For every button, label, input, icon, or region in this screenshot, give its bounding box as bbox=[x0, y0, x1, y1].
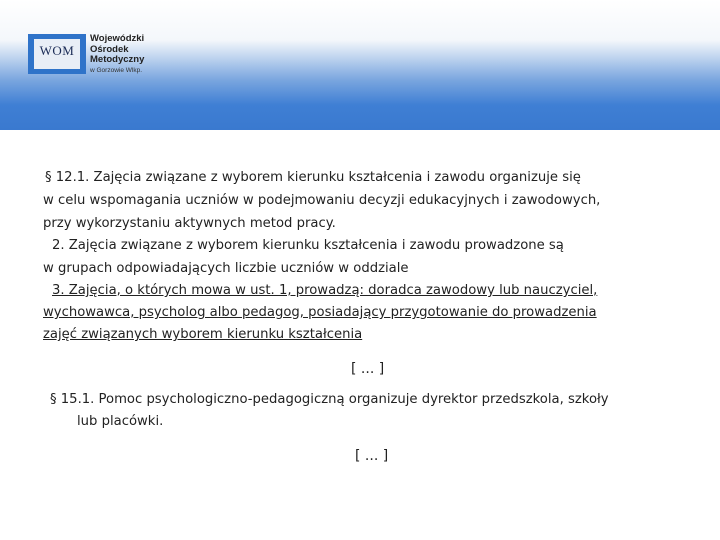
paragraph-12-3-line-3: zajęć związanych wyborem kierunku kształcenia bbox=[43, 327, 363, 342]
paragraph-12-3-line-2: wychowawca, psycholog albo pedagog, posiadający przygotowanie do prowadzenia bbox=[43, 305, 597, 320]
wom-logo bbox=[28, 34, 158, 78]
paragraph-12-1-line-2: w celu wspomagania uczniów w podejmowaniu decyzji edukacyjnych i zawodowych, bbox=[43, 193, 601, 208]
paragraph-12-1-line-1: § 12.1. Zajęcia związane z wyborem kierunku kształcenia i zawodu organizuje się bbox=[45, 170, 581, 185]
omission-marker-1: [ ... ] bbox=[351, 361, 385, 377]
logo-line-4: w Gorzowie Wlkp. bbox=[90, 66, 143, 74]
header-banner bbox=[0, 0, 720, 130]
omission-marker-2: [ ... ] bbox=[355, 448, 389, 464]
paragraph-12-3-line-1: 3. Zajęcia, o których mowa w ust. 1, prowadzą: doradca zawodowy lub nauczyciel, bbox=[52, 283, 598, 298]
logo-mark-text: WOM bbox=[39, 43, 75, 58]
logo-name bbox=[90, 34, 162, 76]
logo-line-1: Wojewódzki bbox=[90, 33, 145, 44]
logo-line-2: Ośrodek bbox=[90, 43, 129, 55]
paragraph-15-1-line-2: lub placówki. bbox=[77, 414, 164, 429]
paragraph-12-2-line-2: w grupach odpowiadających liczbie uczniów w oddziale bbox=[43, 261, 409, 276]
paragraph-12-2-line-1: 2. Zajęcia związane z wyborem kierunku kształcenia i zawodu prowadzone są bbox=[52, 238, 564, 253]
logo-line-3: Metodyczny bbox=[90, 54, 145, 65]
paragraph-15-1-line-1: § 15.1. Pomoc psychologiczno-pedagogiczną organizuje dyrektor przedszkola, szkoły bbox=[50, 392, 609, 407]
paragraph-12-1-line-3: przy wykorzystaniu aktywnych metod pracy. bbox=[43, 216, 336, 231]
logo-emblem bbox=[28, 34, 86, 74]
